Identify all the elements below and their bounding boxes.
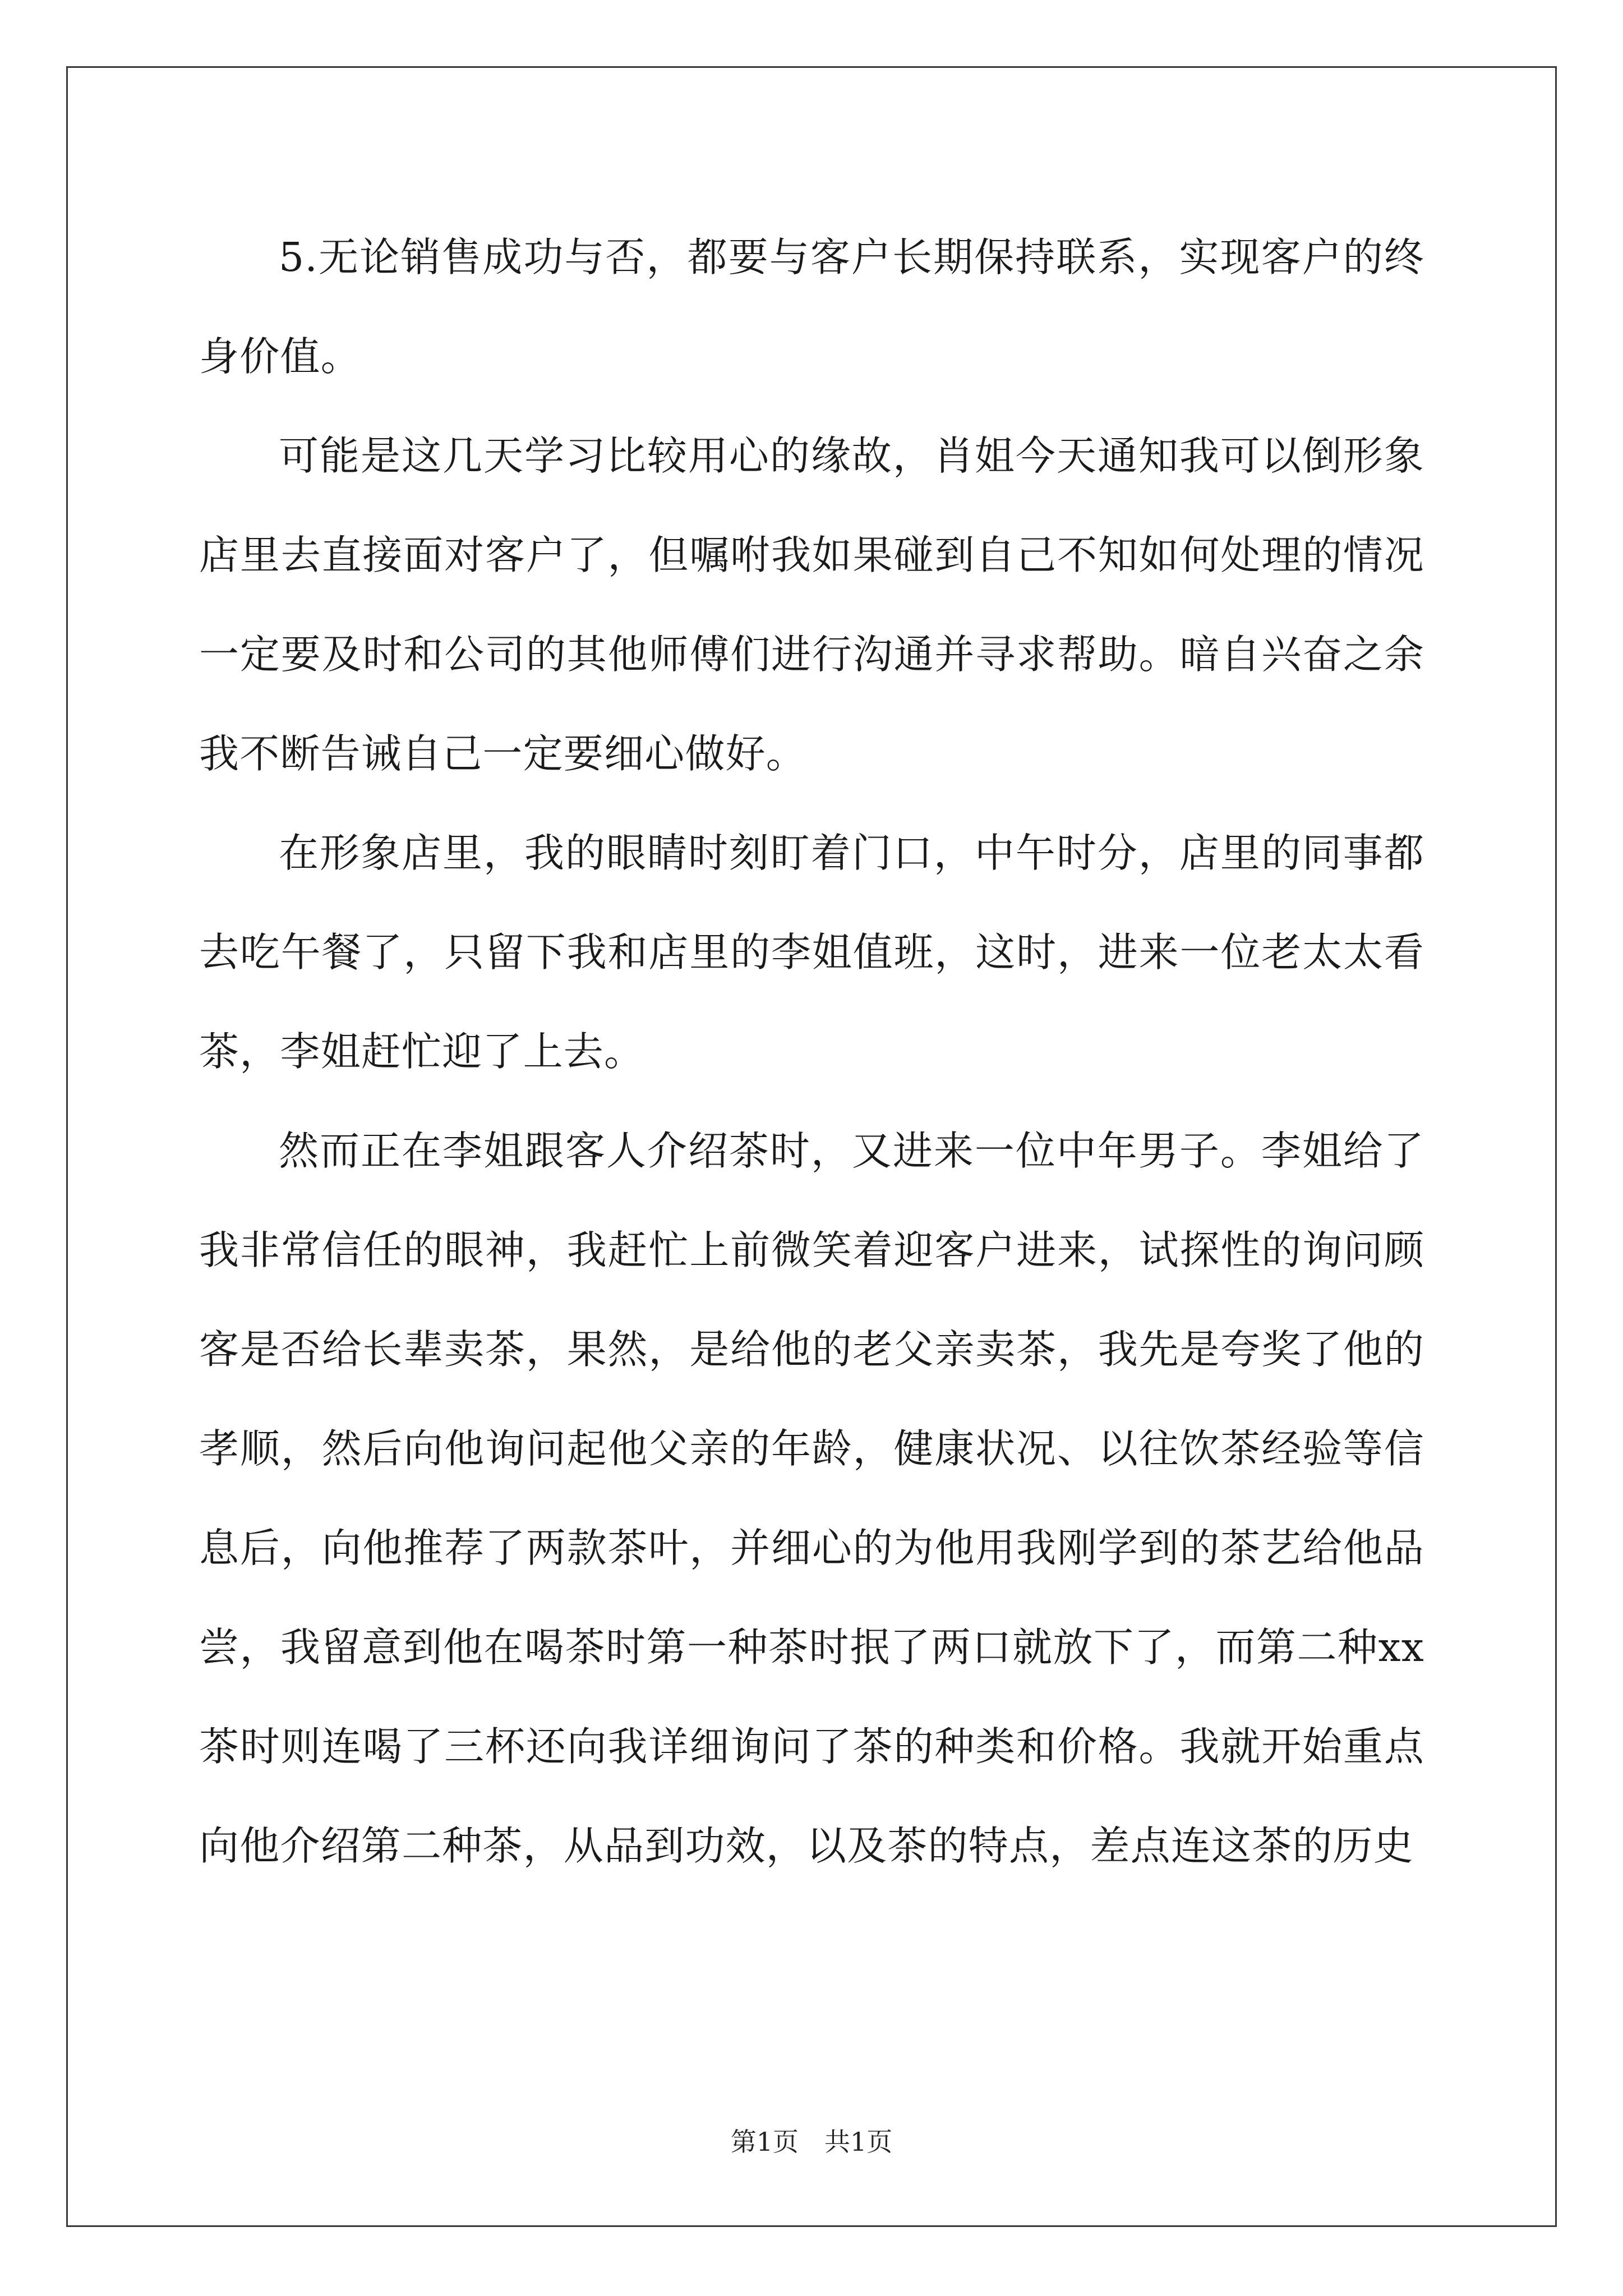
page-number-current: 第1页 — [730, 2127, 799, 2157]
document-body — [199, 208, 1424, 1895]
paragraph-3: 在形象店里，我的眼睛时刻盯着门口，中午时分，店里的同事都去吃午餐了，只留下我和店里的李姐值班，这时，进来一位老太太看茶，李姐赶忙迎了上去。 — [199, 830, 1424, 1075]
paragraph-2: 可能是这几天学习比较用心的缘故，肖姐今天通知我可以倒形象店里去直接面对客户了，但嘱咐我如果碰到自己不知如何处理的情况一定要及时和公司的其他师傅们进行沟通并寻求帮助。暗自兴奋之余我不断告诫自己一定要细心做好。 — [199, 432, 1424, 777]
paragraph-1: 5.无论销售成功与否，都要与客户长期保持联系，实现客户的终身价值。 — [199, 234, 1424, 380]
page-number-total: 共1页 — [824, 2127, 893, 2157]
page-footer — [0, 2125, 1623, 2159]
paragraph-4: 然而正在李姐跟客人介绍茶时，又进来一位中年男子。李姐给了我非常信任的眼神，我赶忙上前微笑着迎客户进来，试探性的询问顾客是否给长辈卖茶，果然，是给他的老父亲卖茶，我先是夸奖了他的孝顺，然后向他询问起他父亲的年龄，健康状况、以往饮茶经验等信息后，向他推荐了两款茶叶，并细心的为他用我刚学到的茶艺给他品尝，我留意到他在喝茶时第一种茶时抿了两口就放下了，而第二种xx茶时则连喝了三杯还向我详细询问了茶的种类和价格。我就开始重点向他介绍第二种茶，从品到功效，以及茶的特点，差点连这茶的历史 — [199, 1128, 1424, 1869]
